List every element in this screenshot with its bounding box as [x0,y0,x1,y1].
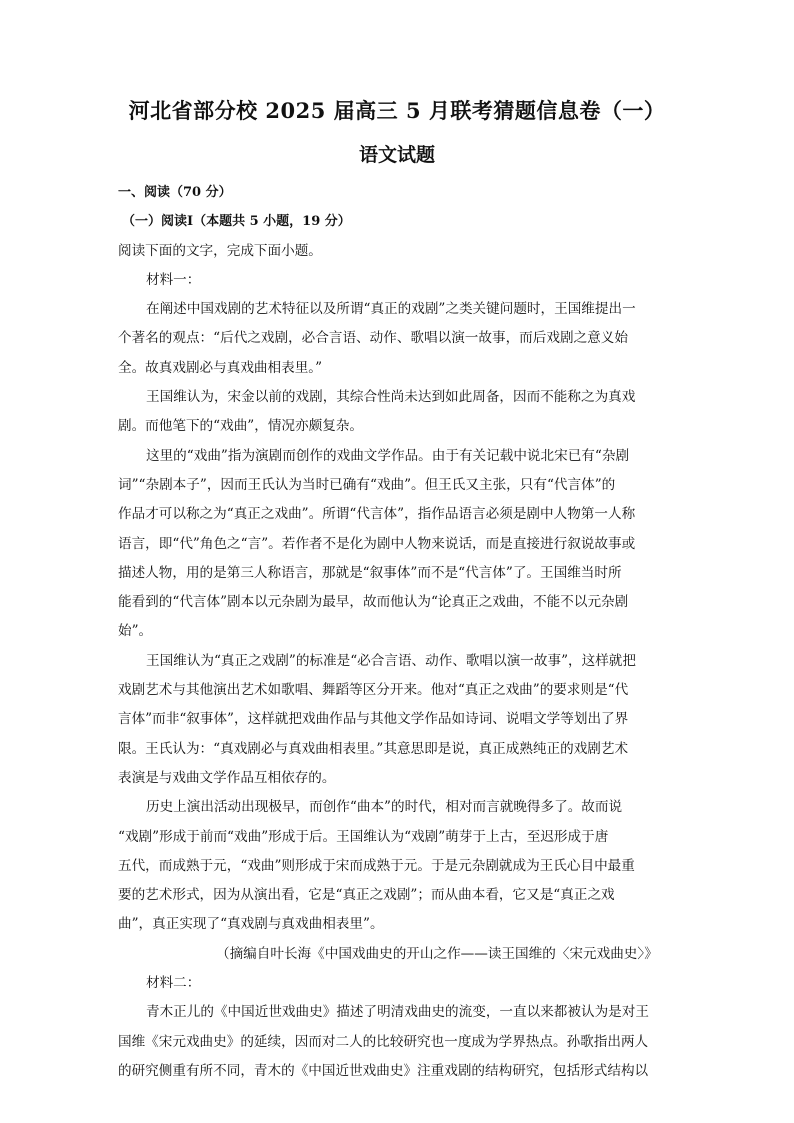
passage-line: 始”。 [118,623,153,640]
passage-line: 言体”而非“叙事体”，这样就把戏曲作品与其他文学作品如诗词、说唱文学等划出了界 [118,711,629,728]
subsection-heading: （一）阅读Ⅰ（本题共 5 小题，19 分） [122,214,351,230]
section-heading: 一、阅读（70 分） [118,185,232,200]
passage-line: 戏剧艺术与其他演出艺术如歌唱、舞蹈等区分开来。他对“真正之戏曲”的要求则是“代 [118,682,629,699]
passage-line: 全。故真戏剧必与真戏曲相表里。” [118,359,323,376]
passage-line: 剧。而他笔下的“戏曲”，情况亦颇复杂。 [118,418,363,435]
passage-line: “戏剧”形成于前而“戏曲”形成于后。王国维认为“戏剧”萌芽于上古，至迟形成于唐 [118,828,609,845]
passage-line: 限。王氏认为：“真戏剧必与真戏曲相表里。”其意思即是说，真正成熟纯正的戏剧艺术 [118,740,629,757]
passage-line: 青木正儿的《中国近世戏曲史》描述了明清戏曲史的流变，一直以来都被认为是对王 [146,1004,649,1021]
passage-line: 表演是与戏曲文学作品互相依存的。 [118,769,336,786]
passage-text [118,266,674,1086]
source-citation: （摘编自叶长海《中国戏曲史的开山之作——读王国维的〈宋元戏曲史〉》 [216,945,658,962]
passage-line: 的研究侧重有所不同，青木的《中国近世戏曲史》注重戏剧的结构研究，包括形式结构以 [118,1062,649,1079]
passage-line: 历史上演出活动出现极早，而创作“曲本”的时代，相对而言就晚得多了。故而说 [146,799,623,816]
passage-line: 国维《宋元戏曲史》的延续，因而对二人的比较研究也一度成为学界热点。孙歌指出两人 [118,1033,649,1050]
passage-line: 要的艺术形式，因为从演出看，它是“真正之戏剧”；而从曲本看，它又是“真正之戏 [118,887,615,904]
passage-line: 在阐述中国戏剧的艺术特征以及所谓“真正的戏剧”之类关键问题时，王国维提出一 [146,301,636,318]
document-subtitle: 语文试题 [358,144,435,166]
passage-line: 这里的“戏曲”指为演剧而创作的戏曲文学作品。由于有关记载中说北宋已有“杂剧 [146,447,630,464]
document-body [118,178,674,1086]
document-title: 河北省部分校 2025 届高三 5 月联考猜题信息卷（一） [128,98,666,123]
passage-line: 曲”，真正实现了“真戏剧与真戏曲相表里”。 [118,916,384,933]
instruction-text: 阅读下面的文字，完成下面小题。 [118,242,322,259]
passage-line: 作品才可以称之为“真正之戏曲”。所谓“代言体”，指作品语言必须是剧中人物第一人称 [118,506,636,523]
passage-line: 能看到的“代言体”剧本以元杂剧为最早，故而他认为“论真正之戏曲，不能不以元杂剧 [118,594,629,611]
passage-line: 语言，即“代”角色之“言”。若作者不是化为剧中人物来说话，而是直接进行叙说故事或 [118,535,636,552]
passage-line: 材料一： [146,271,201,288]
passage-line: 王国维认为“真正之戏剧”的标准是“必合言语、动作、歌唱以演一故事”，这样就把 [146,652,636,669]
passage-line: 材料二： [146,975,201,992]
passage-line: 描述人物，用的是第三人称语言，那就是“叙事体”而不是“代言体”了。王国维当时所 [118,564,622,581]
passage-line: 词”“杂剧本子”，因而王氏认为当时已确有“戏曲”。但王氏又主张，只有“代言体”的 [118,476,616,493]
passage-line: 五代，而成熟于元，“戏曲”则形成于宋而成熟于元。于是元杂剧就成为王氏心目中最重 [118,857,635,874]
passage-line: 王国维认为，宋金以前的戏剧，其综合性尚未达到如此周备，因而不能称之为真戏 [146,389,636,406]
passage-line: 个著名的观点：“后代之戏剧，必合言语、动作、歌唱以演一故事，而后戏剧之意义始 [118,330,628,347]
